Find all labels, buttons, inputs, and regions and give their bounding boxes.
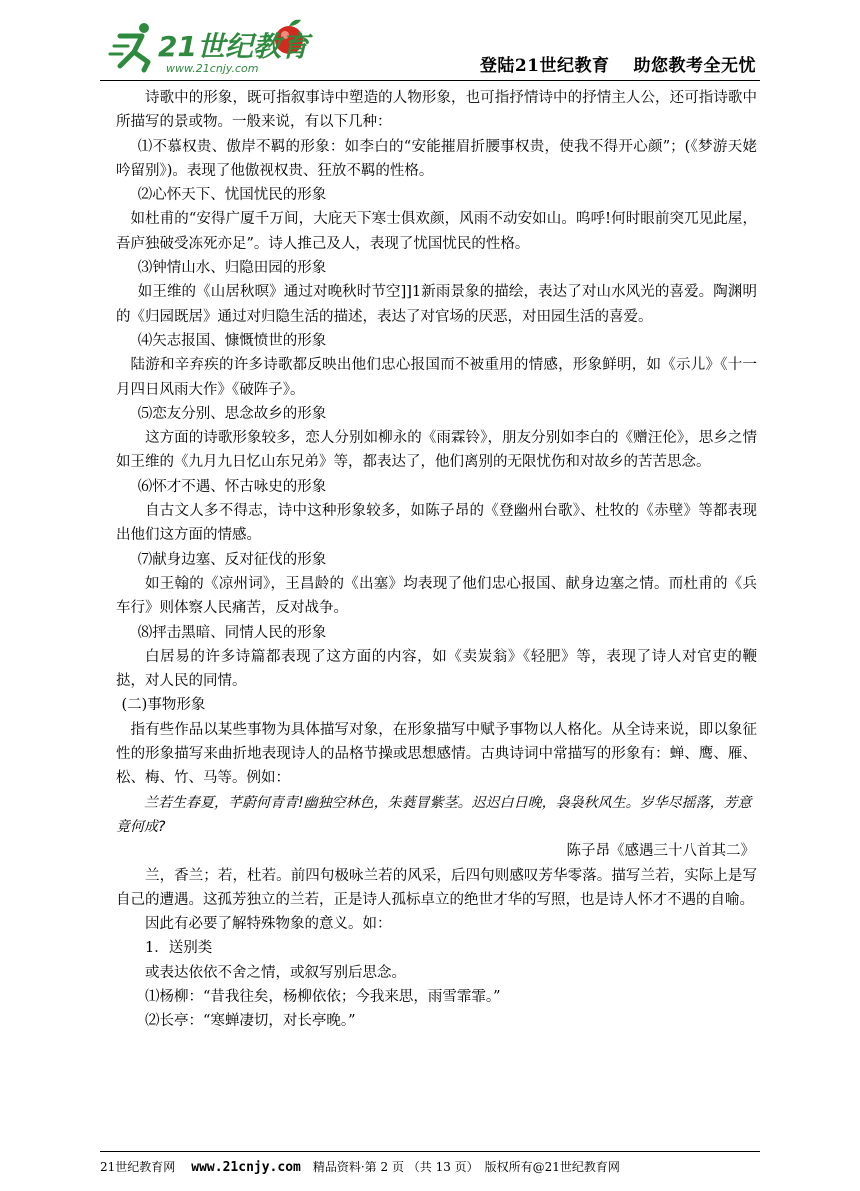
- item-heading-4: ⑷矢志报国、慷慨愤世的形象: [137, 332, 327, 349]
- page-header: [100, 16, 760, 81]
- logo-url: www.21cnjy.com: [166, 62, 259, 75]
- item-paragraph-5: 这方面的诗歌形象较多，恋人分别如柳永的《雨霖铃》，朋友分别如李白的《赠汪伦》，思乡之情如王维的《九月九日忆山东兄弟》等，都表达了，他们离别的无限忧伤和对故乡的苦苦思念。: [116, 430, 757, 471]
- item-heading-5: ⑸恋友分别、思念故乡的形象: [137, 405, 327, 422]
- transition-paragraph: 因此有必要了解特殊物象的意义。如：: [145, 916, 392, 933]
- poem-text: 兰若生春夏，芊蔚何青青!幽独空林色，朱蕤冒紫茎。迟迟白日晚，袅袅秋风生。岁华尽摇落，芳意竟何成?: [116, 794, 752, 835]
- item-paragraph-6: 自古文人多不得志，诗中这种形象较多，如陈子昂的《登幽州台歌》、杜牧的《赤壁》等都表现出他们这方面的情感。: [116, 503, 757, 544]
- page-footer: [100, 1151, 760, 1180]
- item-heading-3: ⑶钟情山水、归隐田园的形象: [137, 260, 327, 277]
- item-heading-8: ⑻抨击黑暗、同情人民的形象: [137, 624, 327, 641]
- footer-url[interactable]: www.21cnjy.com: [191, 1160, 301, 1175]
- category-paragraph: 或表达依依不舍之情，或叙写别后思念。: [145, 964, 406, 981]
- item-heading-7: ⑺献身边塞、反对征伐的形象: [137, 551, 327, 568]
- poem-citation: 陈子昂《感遇三十八首其二》: [566, 843, 755, 860]
- item-heading-1: ⑴不慕权贵、傲岸不羁的形象：如李白的“安能摧眉折腰事权贵，使我不得开心颜”；(《梦游天姥吟留别》)。表现了他傲视权贵、狂放不羁的性格。: [116, 138, 757, 179]
- item-paragraph-3: 如王维的《山居秋暝》通过对晚秋时节空]]1新雨景象的描绘，表达了对山水风光的喜爱。陶渊明的《归园既居》通过对归隐生活的描述，表达了对官场的厌恶，对田园生活的喜爱。: [116, 284, 757, 325]
- item-heading-2: ⑵心怀天下、忧国忧民的形象: [137, 187, 327, 204]
- logo-text: 21世纪教育: [158, 30, 309, 63]
- item-paragraph-2: 如杜甫的“安得广厦千万间，大庇天下寒士俱欢颜，风雨不动安如山。呜呼!何时眼前突兀见此屋，吾庐独破受冻死亦足”。诗人推己及人，表现了忧国忧民的性格。: [116, 211, 757, 252]
- section-heading-2: (二)事物形象: [121, 697, 206, 714]
- slogan-left: 登陆21世纪教育: [479, 56, 610, 76]
- section-paragraph: 指有些作品以某些事物为具体描写对象，在形象描写中赋予事物以人格化。从全诗来说，即以象征性的形象描写来曲折地表现诗人的品格节操或思想感情。古典诗词中常描写的形象有：蝉、鹰、雁、松、梅、竹、马等。例如：: [116, 721, 757, 787]
- intro-paragraph: 诗歌中的形象，既可指叙事诗中塑造的人物形象，也可指抒情诗中的抒情主人公，还可指诗歌中所描写的景或物。一般来说，有以下几种：: [116, 90, 757, 131]
- footer-site-name: 21世纪教育网: [100, 1160, 176, 1174]
- example-item-1: ⑴杨柳：“昔我往矣，杨柳依依；今我来思，雨雪霏霏。”: [145, 988, 501, 1005]
- item-heading-6: ⑹怀才不遇、怀古咏史的形象: [137, 478, 327, 495]
- example-item-2: ⑵长亭：“寒蝉凄切，对长亭晚。”: [145, 1013, 356, 1030]
- analysis-paragraph: 兰，香兰；若，杜若。前四句极咏兰若的风采，后四句则感叹芳华零落。描写兰若，实际上是写自己的遭遇。这孤芳独立的兰若，正是诗人孤标卓立的绝世才华的写照，也是诗人怀才不遇的自喻。: [116, 867, 757, 908]
- item-paragraph-7: 如王翰的《凉州词》，王昌龄的《出塞》均表现了他们忠心报国、献身边塞之情。而杜甫的《兵车行》则体察人民痛苦，反对战争。: [116, 575, 757, 617]
- document-body: [116, 86, 757, 1034]
- category-heading: 1．送别类: [145, 940, 213, 957]
- header-slogan: [456, 51, 756, 76]
- item-paragraph-4: 陆游和辛弃疾的许多诗歌都反映出他们忠心报国而不被重用的情感，形象鲜明，如《示儿》《十一月四日风雨大作》《破阵子》。: [116, 357, 757, 398]
- slogan-right: 助您教考全无忧: [633, 56, 756, 76]
- item-paragraph-8: 白居易的许多诗篇都表现了这方面的内容，如《卖炭翁》《轻肥》等，表现了诗人对官吏的鞭挞，对人民的同情。: [116, 648, 757, 690]
- site-logo: [106, 16, 316, 78]
- footer-copyright: 版权所有@21世纪教育网: [484, 1160, 620, 1174]
- running-figure-icon: [110, 23, 149, 70]
- footer-page-info: 精品资料·第 2 页 （共 13 页）: [312, 1160, 479, 1174]
